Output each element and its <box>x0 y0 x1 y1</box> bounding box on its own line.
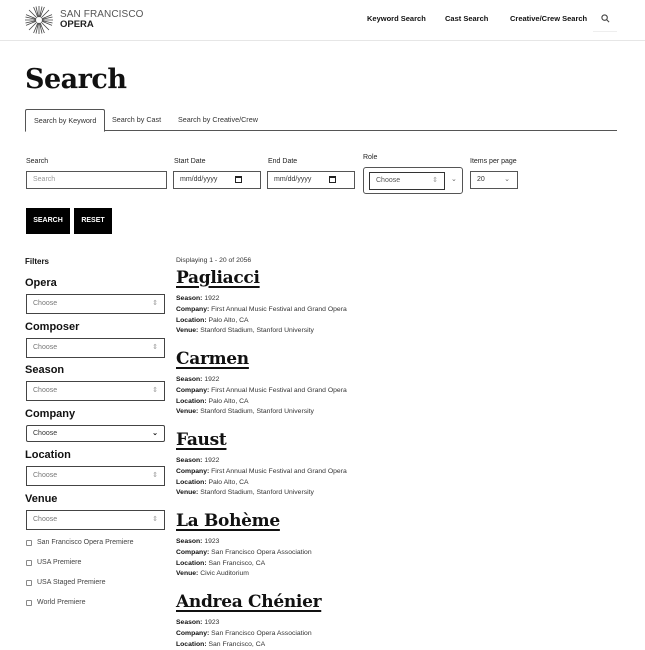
filter-opera-label: Opera <box>25 277 57 289</box>
company-label: Company: <box>176 629 210 637</box>
up-down-arrows-icon: ⇕ <box>152 300 158 307</box>
venue-value: Stanford Stadium, Stanford University <box>200 408 314 416</box>
season-label: Season: <box>176 619 203 626</box>
checkbox-icon[interactable] <box>26 540 32 546</box>
filter-venue-label: Venue <box>25 493 58 505</box>
items-per-page-value: 20 <box>477 176 485 183</box>
logo-line-1: SAN FRANCISCO <box>60 9 144 20</box>
role-select[interactable] <box>369 172 445 190</box>
items-per-page-label: Items per page <box>470 158 517 165</box>
tab-search-by-creative-crew[interactable]: Search by Creative/Crew <box>178 115 258 124</box>
result-title-link[interactable]: Andrea Chénier <box>176 592 322 612</box>
filter-season-label: Season <box>25 364 65 376</box>
location-label: Location: <box>176 316 207 324</box>
checkbox-usa-premiere[interactable] <box>26 559 81 566</box>
location-label: Location: <box>176 478 207 486</box>
filter-opera-value: Choose <box>33 300 58 307</box>
venue-label: Venue: <box>176 570 199 578</box>
search-tabs <box>25 109 617 131</box>
items-per-page-select[interactable] <box>470 171 518 189</box>
company-label: Company: <box>176 305 210 313</box>
up-down-arrows-icon: ⇕ <box>432 177 438 184</box>
company-label: Company: <box>176 467 210 475</box>
result-title-link[interactable]: La Bohème <box>176 511 280 531</box>
filters-title: Filters <box>25 257 50 266</box>
venue-label: Venue: <box>176 408 199 416</box>
result-item <box>176 430 347 499</box>
season-label: Season: <box>176 295 203 302</box>
top-navigation-bar <box>0 0 645 41</box>
logo-line-2: OPERA <box>60 19 94 30</box>
results-summary: Displaying 1 - 20 of 2056 <box>176 257 252 264</box>
venue-value: Stanford Stadium, Stanford University <box>200 489 314 497</box>
filter-company-value: Choose <box>33 430 58 437</box>
filter-company-label: Company <box>25 408 76 420</box>
chevron-down-icon: ⌄ <box>152 430 158 437</box>
company-value: San Francisco Opera Association <box>211 629 312 637</box>
nav-cast-search[interactable]: Cast Search <box>445 14 489 23</box>
chevron-down-icon: ⌄ <box>504 176 510 183</box>
season-label: Season: <box>176 457 203 464</box>
venue-label: Venue: <box>176 327 199 335</box>
location-value: Palo Alto, CA <box>208 316 249 324</box>
location-value: San Francisco, CA <box>208 640 266 648</box>
result-item <box>176 592 321 650</box>
up-down-arrows-icon: ⇕ <box>152 472 158 479</box>
result-title-link[interactable]: Faust <box>176 430 227 450</box>
company-value: First Annual Music Festival and Grand Opera <box>211 305 347 313</box>
start-date-input[interactable] <box>173 171 261 189</box>
company-value: First Annual Music Festival and Grand Opera <box>211 467 347 475</box>
location-value: Palo Alto, CA <box>208 397 249 405</box>
up-down-arrows-icon: ⇕ <box>152 387 158 394</box>
season-value: 1922 <box>204 376 220 383</box>
role-label: Role <box>363 154 378 161</box>
season-label: Season: <box>176 376 203 383</box>
filter-opera-select[interactable] <box>26 294 165 314</box>
venue-label: Venue: <box>176 489 199 497</box>
filter-company-select[interactable] <box>26 425 165 442</box>
filter-venue-select[interactable] <box>26 510 165 530</box>
checkbox-world-premiere[interactable] <box>26 599 86 606</box>
role-select-wrapper <box>363 167 463 194</box>
tab-search-by-keyword[interactable]: Search by Keyword <box>25 109 105 132</box>
checkbox-icon[interactable] <box>26 580 32 586</box>
company-label: Company: <box>176 548 210 556</box>
result-item <box>176 349 347 418</box>
end-date-label: End Date <box>268 158 298 165</box>
checkbox-label: San Francisco Opera Premiere <box>37 539 134 546</box>
location-label: Location: <box>176 640 207 648</box>
venue-value: Civic Auditorium <box>200 570 249 578</box>
calendar-icon[interactable] <box>329 176 336 183</box>
company-label: Company: <box>176 386 210 394</box>
end-date-value: mm/dd/yyyy <box>274 176 312 183</box>
location-label: Location: <box>176 397 207 405</box>
search-button[interactable]: SEARCH <box>26 208 70 234</box>
header-search-button[interactable] <box>593 6 617 32</box>
season-value: 1923 <box>204 619 220 626</box>
filter-venue-value: Choose <box>33 516 58 523</box>
sf-opera-logo[interactable] <box>24 5 144 35</box>
checkbox-icon[interactable] <box>26 600 32 606</box>
end-date-input[interactable] <box>267 171 355 189</box>
filter-season-select[interactable] <box>26 381 165 401</box>
filter-location-value: Choose <box>33 472 58 479</box>
calendar-icon[interactable] <box>235 176 242 183</box>
filter-composer-label: Composer <box>25 321 80 333</box>
result-title-link[interactable]: Pagliacci <box>176 268 260 288</box>
start-date-label: Start Date <box>174 158 206 165</box>
nav-creative-crew-search[interactable]: Creative/Crew Search <box>510 14 588 23</box>
search-input[interactable]: Search <box>26 171 167 189</box>
checkbox-label: World Premiere <box>37 599 86 606</box>
filter-season-value: Choose <box>33 387 58 394</box>
checkbox-label: USA Premiere <box>37 559 82 566</box>
filter-location-select[interactable] <box>26 466 165 486</box>
up-down-arrows-icon: ⇕ <box>152 516 158 523</box>
season-value: 1922 <box>204 457 220 464</box>
chevron-down-icon[interactable]: ⌄ <box>451 176 457 183</box>
checkbox-sf-opera-premiere[interactable] <box>26 539 133 546</box>
starburst-logo-icon <box>24 5 54 35</box>
result-title-link[interactable]: Carmen <box>176 349 249 369</box>
result-item <box>176 268 347 337</box>
nav-keyword-search[interactable]: Keyword Search <box>367 14 426 23</box>
page-title: Search <box>25 64 127 95</box>
checkbox-label: USA Staged Premiere <box>37 579 106 586</box>
filter-location-label: Location <box>25 449 71 461</box>
role-value: Choose <box>376 177 401 184</box>
venue-value: Stanford Stadium, Stanford University <box>200 327 314 335</box>
company-value: First Annual Music Festival and Grand Opera <box>211 386 347 394</box>
search-label: Search <box>26 158 49 165</box>
filter-composer-select[interactable] <box>26 338 165 358</box>
checkbox-usa-staged-premiere[interactable] <box>26 579 105 586</box>
tab-search-by-cast[interactable]: Search by Cast <box>112 115 162 124</box>
result-item <box>176 511 312 580</box>
season-label: Season: <box>176 538 203 545</box>
start-date-value: mm/dd/yyyy <box>180 176 218 183</box>
reset-button[interactable]: RESET <box>74 208 112 234</box>
checkbox-icon[interactable] <box>26 560 32 566</box>
search-icon <box>601 14 610 23</box>
company-value: San Francisco Opera Association <box>211 548 312 556</box>
filter-composer-value: Choose <box>33 344 58 351</box>
season-value: 1922 <box>204 295 220 302</box>
location-value: Palo Alto, CA <box>208 478 249 486</box>
location-label: Location: <box>176 559 207 567</box>
location-value: San Francisco, CA <box>208 559 266 567</box>
up-down-arrows-icon: ⇕ <box>152 344 158 351</box>
season-value: 1923 <box>204 538 220 545</box>
